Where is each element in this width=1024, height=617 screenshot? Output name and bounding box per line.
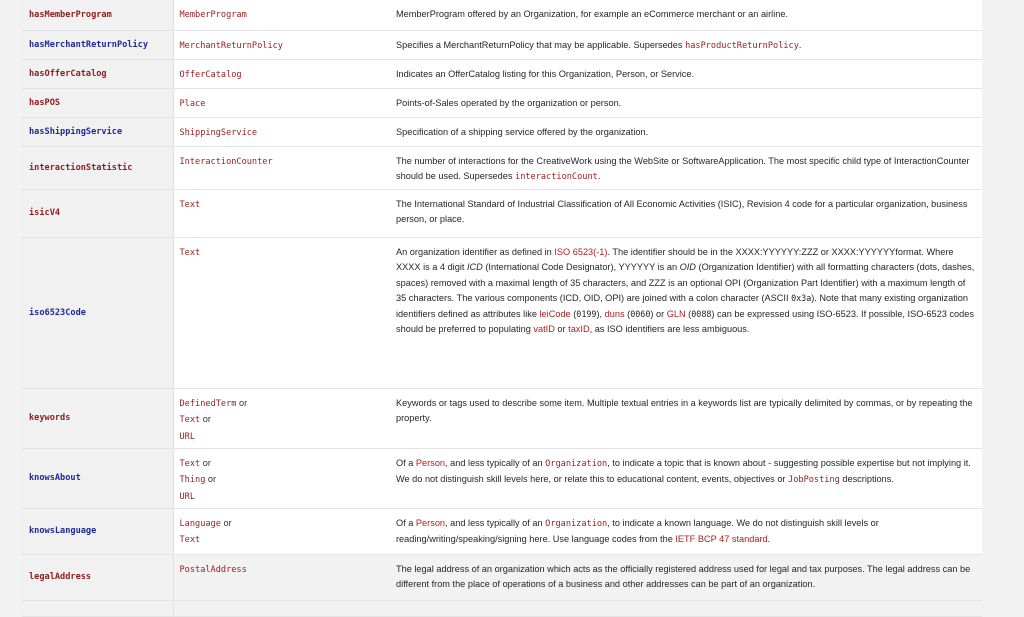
expected-types-cell — [173, 600, 367, 616]
description-cell — [367, 146, 982, 189]
type-entry — [180, 562, 362, 579]
type-entry — [180, 532, 362, 549]
description-text: Indicates an OfferCatalog listing for this Organization, Person, or Service. — [396, 68, 695, 79]
description-text: Specifies a MerchantReturnPolicy that may be applicable. Supersedes — [396, 39, 686, 50]
description-text: ), — [596, 308, 605, 319]
description-cell — [367, 600, 982, 616]
description-cell — [367, 117, 982, 146]
code-literal: 0x3a — [791, 293, 812, 303]
property-name-link[interactable]: keywords — [22, 388, 173, 448]
type-entry — [180, 125, 362, 142]
description-text: or — [554, 324, 569, 334]
type-link[interactable]: MerchantReturnPolicy — [179, 40, 283, 51]
property-name-link[interactable]: knowsLanguage — [22, 508, 173, 554]
property-name-link[interactable]: hasPOS — [22, 88, 173, 117]
description-text: ( — [685, 308, 692, 319]
description-link[interactable]: IETF BCP 47 standard — [675, 534, 768, 544]
type-link[interactable]: PostalAddress — [179, 564, 247, 575]
type-entry — [180, 245, 362, 262]
property-name-link[interactable]: legalAddress — [22, 554, 173, 600]
description-cell — [367, 448, 982, 508]
property-name-link[interactable] — [22, 600, 173, 616]
code-literal: 0199 — [576, 308, 597, 319]
type-or-label: or — [205, 474, 217, 484]
type-entry — [180, 396, 362, 413]
type-link[interactable]: Place — [179, 98, 206, 109]
expected-types-cell — [173, 237, 367, 388]
table-row — [22, 554, 982, 600]
description-text: Specification of a shipping service offered by the organization. — [396, 126, 649, 137]
type-link[interactable]: Text — [179, 535, 201, 545]
description-cell — [367, 59, 982, 88]
description-text: ). Note that many existing organization identifiers defined as attributes like — [396, 293, 969, 319]
description-cell — [367, 30, 982, 59]
type-entry — [180, 38, 362, 55]
type-reference-link[interactable]: hasProductReturnPolicy — [685, 40, 799, 51]
description-text: (International Code Designator), YYYYYY is an — [482, 262, 680, 272]
type-entry — [180, 197, 362, 214]
description-link[interactable]: Person — [415, 457, 446, 468]
schema-properties-page — [22, 0, 982, 589]
description-text: , and less typically of an — [445, 457, 546, 468]
description-text: Keywords or tags used to describe some item. Multiple textual entries in a keywords list are typically delimited by commas, or by repeating the property. — [396, 397, 973, 423]
description-text: , to indicate a known language. We do not distinguish skill levels or reading/writing/speaking/signing here. Use language codes from the — [396, 517, 879, 544]
type-link[interactable]: Text — [179, 415, 201, 425]
expected-types-cell — [173, 30, 367, 59]
type-entry — [180, 96, 362, 113]
description-text: . The identifier should be in the XXXX:YYYYYY:ZZZ or XXXX:YYYYYYformat. Where XXXX is a 4 digit — [396, 246, 954, 272]
description-cell — [367, 88, 982, 117]
description-text: The number of interactions for the CreativeWork using the WebSite or SoftwareApplication. The most specific child type of InteractionCounter should be used. Supersedes — [396, 155, 970, 181]
description-link[interactable]: duns — [604, 308, 625, 319]
table-row — [22, 600, 982, 616]
description-text: ) can be expressed using ISO-6523. If possible, ISO-6523 codes should be preferred to populating — [396, 308, 974, 334]
emphasis-text: ICD — [466, 262, 483, 272]
expected-types-cell — [173, 189, 367, 237]
description-text: . — [798, 39, 802, 50]
property-name-link[interactable]: hasShippingService — [22, 117, 173, 146]
table-row — [22, 189, 982, 237]
table-row — [22, 0, 982, 30]
expected-types-cell — [173, 146, 367, 189]
description-text: . — [597, 171, 601, 181]
expected-types-cell — [173, 117, 367, 146]
table-row — [22, 146, 982, 189]
type-entry — [180, 67, 362, 84]
properties-table — [22, 0, 982, 617]
description-text: ( — [570, 308, 577, 319]
description-link[interactable]: taxID — [568, 324, 590, 334]
description-text: The legal address of an organization which acts as the officially registered address used for legal and tax purposes. The legal address can be different from the place of operations of a business and other addresses can be part of an organization. — [396, 563, 971, 589]
type-or-label: or — [200, 414, 211, 424]
type-link[interactable]: OfferCatalog — [179, 69, 242, 80]
description-text: . — [767, 534, 771, 544]
description-link[interactable]: ISO 6523(-1) — [554, 246, 608, 257]
description-text: Of a — [396, 457, 416, 468]
property-name-link[interactable]: interactionStatistic — [22, 146, 173, 189]
type-link[interactable]: InteractionCounter — [179, 156, 273, 167]
type-or-label: or — [200, 457, 211, 468]
description-link[interactable]: leiCode — [539, 308, 571, 319]
expected-types-cell — [173, 88, 367, 117]
type-entry — [180, 456, 362, 473]
expected-types-cell — [173, 448, 367, 508]
type-entry — [180, 516, 362, 533]
description-cell — [367, 189, 982, 237]
expected-types-cell — [173, 59, 367, 88]
emphasis-text: OID — [679, 262, 696, 272]
type-link[interactable]: Text — [179, 247, 201, 258]
description-cell — [367, 388, 982, 448]
description-text: Of a — [396, 517, 416, 528]
type-link[interactable]: DefinedTerm — [179, 398, 237, 409]
expected-types-cell — [173, 554, 367, 600]
description-text: , to indicate a topic that is known about - suggesting possible expertise but not implying it. We do not distinguish skill levels here, or relate this to educational content, events, objectives or — [396, 457, 971, 484]
expected-types-cell — [173, 388, 367, 448]
expected-types-cell — [173, 0, 367, 30]
type-link[interactable]: Language — [179, 518, 221, 529]
description-link[interactable]: GLN — [666, 308, 686, 319]
description-cell — [367, 237, 982, 388]
description-text: , as ISO identifiers are less ambiguous. — [589, 324, 750, 334]
type-link[interactable]: URL — [179, 431, 196, 442]
description-text: Points-of-Sales operated by the organization or person. — [396, 97, 622, 108]
code-literal: 0088 — [691, 308, 712, 319]
type-entry — [180, 429, 362, 446]
description-text: The International Standard of Industrial Classification of All Economic Activities (ISIC), Revision 4 code for a particular organization, business person, or place. — [396, 198, 968, 224]
description-cell — [367, 508, 982, 554]
description-text: MemberProgram offered by an Organization, for example an eCommerce merchant or an airline. — [396, 9, 789, 19]
property-name-link[interactable]: knowsAbout — [22, 448, 173, 508]
description-text: descriptions. — [839, 474, 894, 484]
property-name-link[interactable]: hasMemberProgram — [22, 0, 173, 30]
type-reference-link[interactable]: Organization — [545, 518, 608, 529]
property-name-link[interactable]: isicV4 — [22, 189, 173, 237]
description-cell — [367, 554, 982, 600]
table-row — [22, 237, 982, 388]
description-text: , and less typically of an — [445, 517, 546, 528]
type-or-label: or — [220, 517, 232, 528]
property-name-link[interactable]: iso6523Code — [22, 237, 173, 388]
table-row — [22, 30, 982, 59]
table-row — [22, 59, 982, 88]
type-link[interactable]: Text — [179, 458, 201, 469]
type-reference-link[interactable]: Organization — [545, 458, 608, 469]
type-link[interactable]: URL — [179, 491, 196, 502]
type-reference-link[interactable]: interactionCount — [515, 172, 598, 182]
type-link[interactable]: MemberProgram — [179, 10, 247, 20]
table-row — [22, 117, 982, 146]
property-name-link[interactable]: hasOfferCatalog — [22, 59, 173, 88]
type-reference-link[interactable]: JobPosting — [788, 475, 840, 485]
table-row — [22, 388, 982, 448]
properties-table-body — [22, 0, 982, 616]
type-entry — [180, 154, 362, 171]
type-link[interactable]: Thing — [179, 475, 206, 485]
table-row — [22, 88, 982, 117]
property-name-link[interactable]: hasMerchantReturnPolicy — [22, 30, 173, 59]
type-entry — [180, 412, 362, 429]
description-cell — [367, 0, 982, 30]
type-link[interactable]: ShippingService — [179, 127, 258, 138]
type-entry — [180, 489, 362, 506]
description-link[interactable]: Person — [415, 517, 446, 528]
description-text: An organization identifier as defined in — [396, 246, 555, 257]
type-link[interactable]: Text — [179, 199, 201, 210]
code-literal: 0060 — [630, 308, 651, 319]
table-row — [22, 448, 982, 508]
description-text: ) or — [650, 308, 667, 319]
description-text: (Organization Identifier) with all formatting characters (dots, dashes, spaces) removed with a maximal length of 35 characters, and ZZZ is an optional OPI (Organization Part Identifier) with a maximum length of 35 characters. The various components (ICD, OID, OPI) are joined with a colon character (ASCII — [396, 262, 975, 303]
description-text: ( — [624, 308, 631, 319]
type-or-label: or — [236, 397, 248, 408]
type-entry — [180, 472, 362, 489]
description-link[interactable]: vatID — [533, 324, 555, 334]
table-row — [22, 508, 982, 554]
expected-types-cell — [173, 508, 367, 554]
type-entry — [180, 7, 362, 24]
